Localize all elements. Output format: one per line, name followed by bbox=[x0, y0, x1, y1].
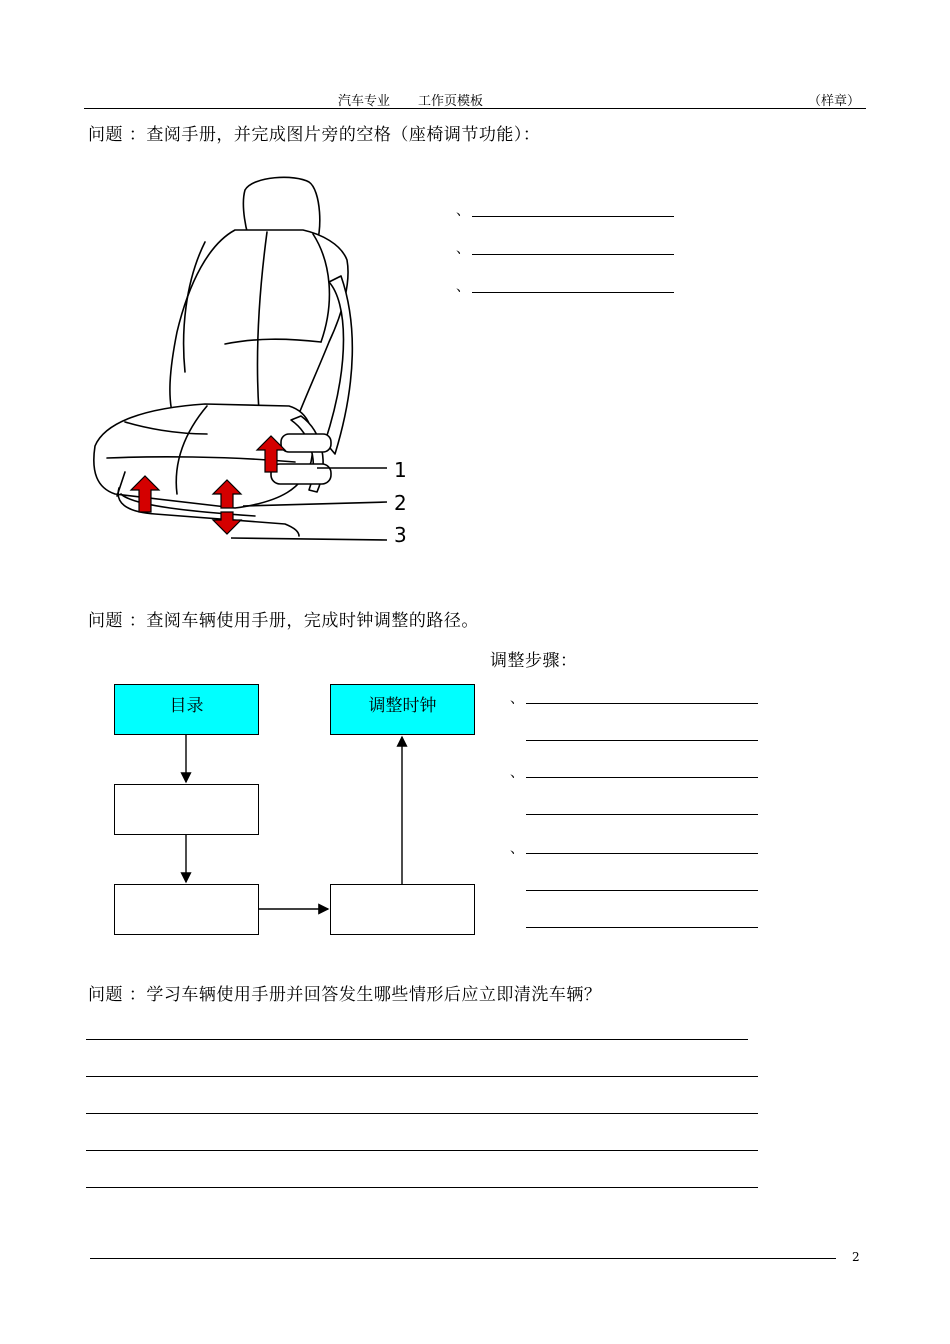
answer-line[interactable] bbox=[86, 1150, 758, 1151]
step-blank[interactable] bbox=[526, 927, 758, 928]
question-1: 问题 ：查阅手册，并完成图片旁的空格（座椅调节功能）： bbox=[88, 125, 541, 145]
seat-label-2: 2 bbox=[394, 491, 407, 515]
step-blank[interactable] bbox=[526, 740, 758, 741]
step-blank[interactable] bbox=[526, 890, 758, 891]
blank-mark: 、 bbox=[456, 279, 470, 295]
step-mark: 、 bbox=[510, 765, 524, 781]
answer-line[interactable] bbox=[86, 1076, 758, 1077]
flow-box-clock: 调整时钟 bbox=[330, 684, 475, 735]
footer-rule bbox=[90, 1258, 836, 1259]
answer-line[interactable] bbox=[86, 1039, 748, 1040]
question-3: 问题 ：学习车辆使用手册并回答发生哪些情形后应立即清洗车辆？ bbox=[88, 985, 602, 1005]
page-number: 2 bbox=[852, 1250, 860, 1264]
seat-label-1: 1 bbox=[394, 458, 407, 482]
step-blank[interactable] bbox=[526, 853, 758, 854]
header-title: 汽车专业 bbox=[338, 94, 391, 109]
header-subtitle: 工作页模板 bbox=[418, 94, 484, 109]
step-blank[interactable] bbox=[526, 703, 758, 704]
blank-mark: 、 bbox=[456, 203, 470, 219]
flow-box-toc: 目录 bbox=[114, 684, 259, 735]
header-sample-mark: （样章） bbox=[808, 94, 861, 109]
blank-mark: 、 bbox=[456, 241, 470, 257]
step-mark: 、 bbox=[510, 841, 524, 857]
question-2: 问题 ：查阅车辆使用手册，完成时钟调整的路径。 bbox=[88, 611, 479, 631]
step-blank[interactable] bbox=[526, 777, 758, 778]
steps-title: 调整步骤： bbox=[490, 651, 578, 671]
answer-line[interactable] bbox=[86, 1187, 758, 1188]
seat-label-3: 3 bbox=[394, 523, 407, 547]
step-blank[interactable] bbox=[526, 814, 758, 815]
answer-line[interactable] bbox=[86, 1113, 758, 1114]
step-mark: 、 bbox=[510, 691, 524, 707]
